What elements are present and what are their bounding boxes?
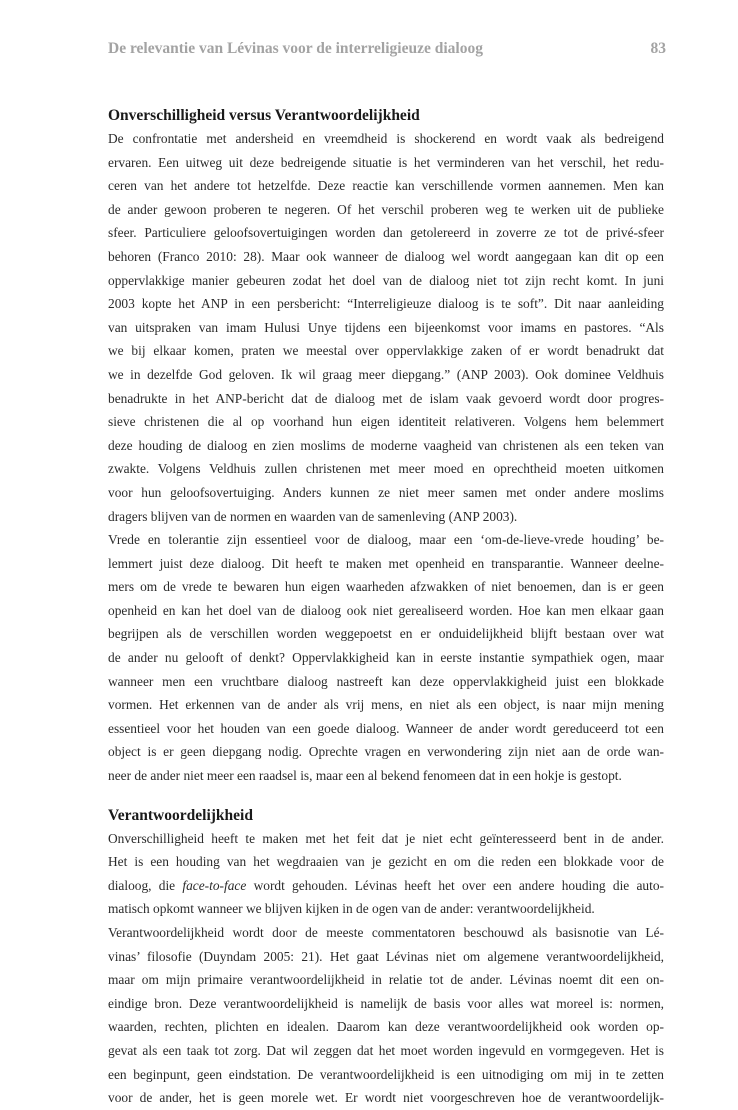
text-line: behoren (Franco 2010: 28). Maar ook wanneer de dialoog wel wordt aangegaan kan dit op een bbox=[108, 248, 664, 264]
text-line: begrijpen als de verschillen worden weggepoetst en er onduidelijkheid blijft bestaan over wat bbox=[108, 626, 664, 642]
text-line: deze houding de dialoog en zien moslims de moderne vaagheid van christenen als een teken van bbox=[108, 437, 664, 453]
text-line: de ander nu gelooft of denkt? Oppervlakkigheid kan in eerste instantie sympathiek ogen, maar bbox=[108, 650, 664, 666]
text-line: Verantwoordelijkheid wordt door de meeste commentatoren beschouwd als basisnotie van Lé- bbox=[108, 925, 664, 940]
paragraph-1 bbox=[108, 127, 664, 528]
text-run: dialoog, die bbox=[108, 877, 183, 893]
page-number: 83 bbox=[650, 40, 666, 57]
text-line: oppervlakkige manier gebeuren zodat het doel van de dialoog niet tot zijn recht komt. In juni bbox=[108, 272, 664, 288]
text-line: mers om de vrede te bewaren hun eigen waarheden afzwakken of niet benoemen, dan is er geen bbox=[108, 579, 664, 595]
text-line: neer de ander niet meer een raadsel is, maar een al bekend fenomeen dat in een hokje is gestopt. bbox=[108, 768, 622, 784]
text-line-with-italic bbox=[108, 874, 664, 898]
section-spacer bbox=[108, 788, 664, 804]
text-line: sieve christenen die al op voorhand hun eigen identiteit relativeren. Volgens hem belemmert bbox=[108, 414, 664, 430]
text-line: we bij elkaar komen, praten we meestal over oppervlakkige zaken of er wordt benadrukt dat bbox=[108, 343, 664, 359]
italic-term: face-to-face bbox=[182, 877, 247, 893]
text-line: Onverschilligheid heeft te maken met het feit dat je niet echt geïnteresseerd bent in de ander. bbox=[108, 830, 664, 846]
running-title: De relevantie van Lévinas voor de interreligieuze dialoog bbox=[108, 40, 483, 57]
text-line: eindige bron. Deze verantwoordelijkheid is namelijk de basis voor alles wat moreel is: normen, bbox=[108, 995, 664, 1011]
text-run: wordt gehouden. Lévinas heeft het over een andere houding die auto- bbox=[246, 877, 664, 893]
body-text bbox=[108, 104, 664, 1110]
text-line: van uitspraken van imam Hulusi Unye tijdens een bijeenkomst voor imams en pastores. “Als bbox=[108, 319, 664, 335]
text-line: een beginpunt, geen eindstation. De verantwoordelijkheid is een uitnodiging om mij in te zetten bbox=[108, 1066, 664, 1082]
paragraph-4 bbox=[108, 921, 664, 1110]
text-line: Vrede en tolerantie zijn essentieel voor de dialoog, maar een ‘om-de-lieve-vrede houding’ be- bbox=[108, 532, 664, 548]
text-line: zwakte. Volgens Veldhuis zullen christenen met meer moed en oprechtheid moeten uitkomen bbox=[108, 461, 664, 477]
text-line: De confrontatie met andersheid en vreemdheid is shockerend en wordt vaak als bedreigend bbox=[108, 131, 664, 146]
text-line: 2003 kopte het ANP in een persbericht: “Interreligieuze dialoog is te soft”. Dit naar aanleiding bbox=[108, 296, 664, 312]
text-line: gevat als een taak tot zorg. Dat wil zeggen dat het moet worden ingevuld en vormgegeven. Het is bbox=[108, 1042, 664, 1058]
text-line: waarden, rechten, plichten en idealen. Daarom kan deze verantwoordelijkheid ook worden op- bbox=[108, 1019, 664, 1035]
text-line: lemmert juist deze dialoog. Dit heeft te maken met openheid en transparantie. Wanneer deelne- bbox=[108, 555, 664, 571]
text-line: openheid en kan het doel van de dialoog ook niet gerealiseerd worden. Hoe kan men elkaar gaan bbox=[108, 602, 664, 618]
text-line: sfeer. Particuliere geloofsovertuigingen worden dan getolereerd in zoverre ze tot de privé-sfeer bbox=[108, 225, 664, 241]
text-line: benadrukte in het ANP-bericht dat de dialoog met de islam vaak gevoerd wordt door progres- bbox=[108, 390, 664, 406]
text-line: wanneer men een vruchtbare dialoog nastreeft kan deze oppervlakkigheid juist een blokkade bbox=[108, 673, 664, 689]
running-header bbox=[108, 40, 666, 62]
text-line: voor hun geloofsovertuiging. Anders kunnen ze niet meer samen met onder andere moslims bbox=[108, 484, 664, 500]
text-line: ervaren. Een uitweg uit deze bedreigende situatie is het verminderen van het verschil, het redu- bbox=[108, 154, 664, 170]
text-line: maar om mijn primaire verantwoordelijkheid in relatie tot de ander. Lévinas noemt dit een on- bbox=[108, 972, 664, 988]
text-line: we in dezelfde God geloven. Ik wil graag meer diepgang.” (ANP 2003). Ook dominee Veldhuis bbox=[108, 366, 664, 382]
text-line: dragers blijven van de normen en waarden van de samenleving (ANP 2003). bbox=[108, 508, 518, 524]
text-line: vormen. Het erkennen van de ander als vrij mens, en niet als een object, is naar mijn mening bbox=[108, 697, 664, 713]
section-heading-verantwoordelijkheid: Verantwoordelijkheid bbox=[108, 806, 253, 824]
section-heading-onverschilligheid: Onverschilligheid versus Verantwoordelijkheid bbox=[108, 107, 420, 124]
paragraph-2 bbox=[108, 528, 664, 788]
text-line: object is er geen diepgang nodig. Oprechte vragen en verwondering zijn niet aan de orde wan- bbox=[108, 744, 664, 760]
text-line: vinas’ filosofie (Duyndam 2005: 21). Het gaat Lévinas niet om algemene verantwoordelijkheid, bbox=[108, 948, 664, 964]
text-line: essentieel voor het houden van een goede dialoog. Wanneer de ander wordt gereduceerd tot een bbox=[108, 720, 664, 736]
text-line: Het is een houding van het wegdraaien van je gezicht en om die reden een blokkade voor de bbox=[108, 854, 664, 870]
text-line: ceren van het andere tot hetzelfde. Deze reactie kan verschillende vormen aannemen. Men kan bbox=[108, 178, 664, 194]
text-line: de ander gewoon proberen te negeren. Of het verschil proberen weg te werken uit de publieke bbox=[108, 201, 664, 217]
text-line: matisch opkomt wanneer we blijven kijken in de ogen van de ander: verantwoordelijkheid. bbox=[108, 901, 595, 917]
text-line: voor de ander, het is geen morele wet. Er wordt niet voorgeschreven hoe de verantwoordelijk- bbox=[108, 1090, 664, 1106]
paragraph-3 bbox=[108, 827, 664, 921]
